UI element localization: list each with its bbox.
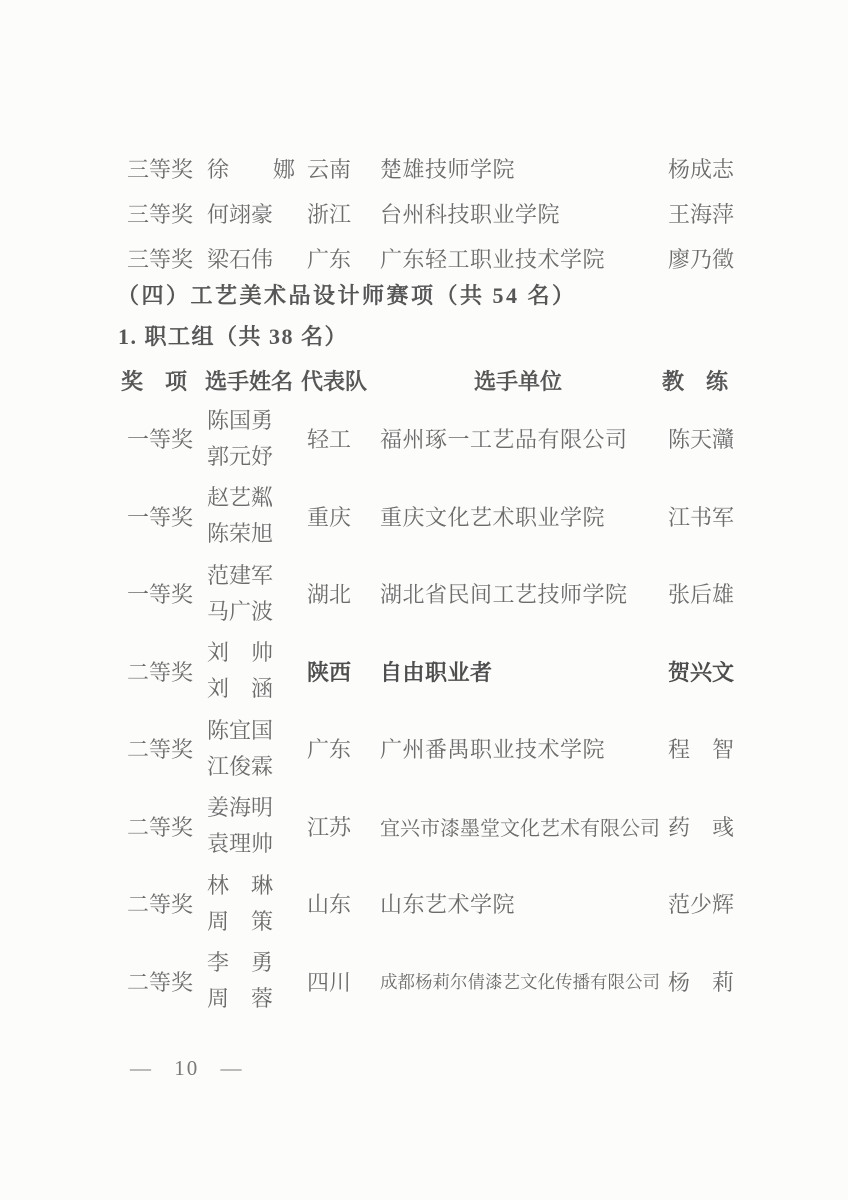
- team-cell: 陕西: [307, 659, 352, 685]
- table-row: [0, 865, 848, 943]
- competitor-name-cell: [207, 713, 307, 785]
- competitor-name-cell: 何翊豪: [207, 202, 274, 227]
- coach-cell: 陈天灨: [668, 427, 735, 453]
- table-row: [0, 788, 848, 866]
- competitor-name-cell: [207, 558, 307, 630]
- award-cell: 三等奖: [127, 202, 194, 227]
- table-row: [0, 633, 848, 711]
- table-body: [0, 400, 848, 1020]
- team-cell: 江苏: [307, 814, 352, 840]
- award-cell: 三等奖: [127, 157, 194, 182]
- team-cell: 四川: [307, 969, 352, 995]
- org-cell: 福州琢一工艺品有限公司: [380, 427, 628, 453]
- competitor-name-line1: 刘 帅: [207, 640, 274, 666]
- section-heading: （四）工艺美术品设计师赛项（共 54 名）: [117, 283, 577, 308]
- competitor-name-line1: 赵艺粼: [207, 485, 274, 511]
- award-cell: 二等奖: [127, 737, 194, 763]
- org-cell: 自由职业者: [380, 659, 493, 685]
- team-cell: 湖北: [307, 582, 352, 608]
- competitor-name-cell: 梁石伟: [207, 247, 274, 272]
- org-cell: 重庆文化艺术职业学院: [380, 504, 606, 530]
- coach-cell: 张后雄: [668, 582, 735, 608]
- coach-cell: 江书军: [668, 504, 735, 530]
- team-cell: 广东: [307, 247, 352, 272]
- table-header-award: 奖 项: [121, 368, 188, 394]
- competitor-name-cell: [207, 403, 307, 475]
- competitor-name-line2: 马广波: [207, 598, 274, 624]
- table-header-coach: 教 练: [662, 368, 729, 394]
- pre-table-row: [0, 191, 848, 236]
- pre-table-row: [0, 236, 848, 281]
- table-header-row: [0, 360, 848, 400]
- coach-cell: 廖乃徵: [668, 247, 735, 272]
- coach-cell: 王海萍: [668, 202, 735, 227]
- team-cell: 重庆: [307, 504, 352, 530]
- award-cell: 一等奖: [127, 427, 194, 453]
- team-cell: 广东: [307, 737, 352, 763]
- table-row: [0, 943, 848, 1021]
- award-cell: 二等奖: [127, 659, 194, 685]
- competitor-name-line1: 林 琳: [207, 872, 274, 898]
- table-header-name: 选手姓名: [205, 368, 294, 394]
- table-row: [0, 400, 848, 478]
- results-table: [0, 360, 848, 1020]
- award-cell: 二等奖: [127, 814, 194, 840]
- org-cell: 广东轻工职业技术学院: [380, 247, 606, 272]
- org-cell: 山东艺术学院: [380, 892, 516, 918]
- competitor-name-cell: [207, 790, 307, 862]
- competitor-name-line2: 周 策: [207, 908, 274, 934]
- award-cell: 三等奖: [127, 247, 194, 272]
- team-cell: 云南: [307, 157, 352, 182]
- competitor-name-line1: 姜海明: [207, 795, 274, 821]
- competitor-name-cell: [207, 635, 307, 707]
- coach-cell: 范少辉: [668, 892, 735, 918]
- competitor-name-line2: 刘 涵: [207, 676, 274, 702]
- org-cell: 湖北省民间工艺技师学院: [380, 582, 628, 608]
- org-cell: 广州番禺职业技术学院: [380, 737, 606, 763]
- coach-cell: 杨 莉: [668, 969, 735, 995]
- competitor-name-line2: 郭元妤: [207, 443, 274, 469]
- org-cell: 成都杨莉尔倩漆艺文化传播有限公司: [380, 971, 660, 992]
- pre-table-row: [0, 146, 848, 191]
- coach-cell: 程 智: [668, 737, 735, 763]
- award-cell: 一等奖: [127, 582, 194, 608]
- pre-table-list: [0, 146, 848, 281]
- competitor-name-line1: 陈宜国: [207, 717, 274, 743]
- competitor-name-line2: 周 蓉: [207, 986, 274, 1012]
- table-row: [0, 478, 848, 556]
- page-number: — 10 —: [130, 1056, 244, 1080]
- table-row: [0, 555, 848, 633]
- award-cell: 一等奖: [127, 504, 194, 530]
- org-cell: 宜兴市漆墨堂文化艺术有限公司: [380, 817, 660, 840]
- table-header-org: 选手单位: [473, 368, 562, 394]
- competitor-name-line2: 陈荣旭: [207, 521, 274, 547]
- coach-cell: 贺兴文: [668, 659, 735, 685]
- competitor-name-line1: 陈国勇: [207, 407, 274, 433]
- team-cell: 浙江: [307, 202, 352, 227]
- competitor-name-cell: 徐 娜: [207, 157, 296, 182]
- team-cell: 轻工: [307, 427, 352, 453]
- competitor-name-cell: [207, 945, 307, 1017]
- org-cell: 台州科技职业学院: [380, 202, 561, 227]
- competitor-name-line1: 李 勇: [207, 950, 274, 976]
- competitor-name-line2: 江俊霖: [207, 753, 274, 779]
- group-heading: 1. 职工组（共 38 名）: [118, 324, 349, 349]
- award-cell: 二等奖: [127, 892, 194, 918]
- team-cell: 山东: [307, 892, 352, 918]
- competitor-name-cell: [207, 480, 307, 552]
- table-header-team: 代表队: [301, 368, 368, 394]
- org-cell: 楚雄技师学院: [380, 157, 516, 182]
- award-cell: 二等奖: [127, 969, 194, 995]
- coach-cell: 药 彧: [668, 814, 735, 840]
- table-row: [0, 710, 848, 788]
- competitor-name-cell: [207, 868, 307, 940]
- competitor-name-line1: 范建军: [207, 562, 274, 588]
- competitor-name-line2: 袁理帅: [207, 831, 274, 857]
- coach-cell: 杨成志: [668, 157, 735, 182]
